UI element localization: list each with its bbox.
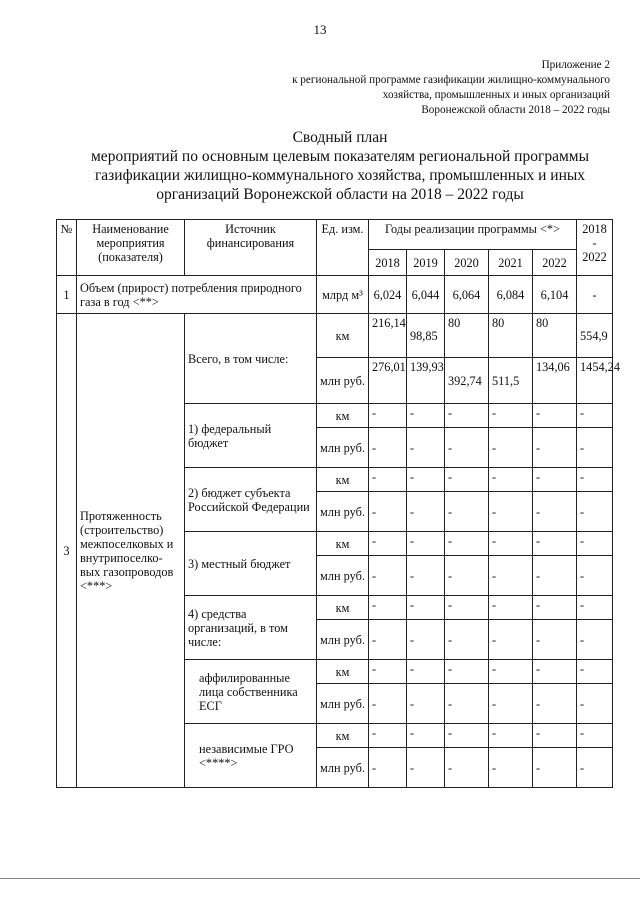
value-cell: - — [489, 660, 533, 684]
total-cell: - — [577, 748, 613, 788]
header-year: 2021 — [489, 250, 533, 276]
appendix-line: к региональной программе газификации жилищно-коммунального — [292, 74, 610, 86]
value-cell: - — [533, 620, 577, 660]
value-cell: 6,084 — [489, 276, 533, 314]
total-cell: 554,9 — [577, 314, 613, 358]
total-cell: - — [577, 596, 613, 620]
value-cell: - — [407, 684, 445, 724]
value-cell: - — [369, 596, 407, 620]
value-cell: - — [407, 620, 445, 660]
value-cell: - — [533, 532, 577, 556]
total-cell: - — [577, 620, 613, 660]
value-cell: - — [445, 532, 489, 556]
value-cell: - — [445, 724, 489, 748]
appendix-header — [292, 58, 610, 118]
value-cell: - — [489, 596, 533, 620]
row-num: 1 — [57, 276, 77, 314]
source-cell: независимые ГРО <****> — [185, 724, 317, 788]
value-cell: - — [533, 660, 577, 684]
unit-cell: км — [317, 532, 369, 556]
title-line: Сводный план — [292, 129, 388, 146]
value-cell: 98,85 — [407, 314, 445, 358]
value-cell: - — [445, 660, 489, 684]
appendix-line: Воронежской области 2018 – 2022 годы — [421, 104, 610, 116]
row-num: 3 — [57, 314, 77, 788]
value-cell: - — [407, 532, 445, 556]
value-cell: - — [533, 724, 577, 748]
value-cell: - — [369, 684, 407, 724]
value-cell: - — [445, 620, 489, 660]
value-cell: 80 — [445, 314, 489, 358]
total-cell: - — [577, 468, 613, 492]
source-cell: 2) бюджет субъекта Российской Федерации — [185, 468, 317, 532]
appendix-line: хозяйства, промышленных и иных организаций — [382, 89, 610, 101]
value-cell: - — [445, 596, 489, 620]
header-year: 2018 — [369, 250, 407, 276]
total-cell: 1454,24 — [577, 358, 613, 404]
row-name: Протяженность (строительство) межпоселковых и внутрипоселко-вых газопроводов <***> — [77, 314, 185, 788]
unit-cell: км — [317, 724, 369, 748]
value-cell: - — [533, 596, 577, 620]
total-cell: - — [577, 276, 613, 314]
value-cell: - — [369, 724, 407, 748]
total-cell: - — [577, 684, 613, 724]
unit-cell: млн руб. — [317, 684, 369, 724]
value-cell: - — [533, 556, 577, 596]
value-cell: - — [489, 468, 533, 492]
value-cell: - — [489, 724, 533, 748]
total-cell: - — [577, 532, 613, 556]
value-cell: - — [445, 684, 489, 724]
source-cell: 1) федеральный бюджет — [185, 404, 317, 468]
header-name: Наименование мероприятия (показателя) — [77, 220, 185, 276]
source-cell: Всего, в том числе: — [185, 314, 317, 404]
value-cell: 80 — [533, 314, 577, 358]
value-cell: 6,044 — [407, 276, 445, 314]
table-header-row — [57, 220, 613, 250]
header-year: 2019 — [407, 250, 445, 276]
row-name: Объем (прирост) потребления природного газа в год <**> — [77, 276, 317, 314]
value-cell: - — [369, 556, 407, 596]
total-cell: - — [577, 724, 613, 748]
value-cell: - — [407, 556, 445, 596]
header-unit: Ед. изм. — [317, 220, 369, 276]
header-year: 2022 — [533, 250, 577, 276]
unit-cell: млн руб. — [317, 358, 369, 404]
value-cell: - — [489, 556, 533, 596]
row-unit: млрд м³ — [317, 276, 369, 314]
value-cell: - — [407, 660, 445, 684]
page-bottom-rule — [0, 878, 640, 879]
unit-cell: км — [317, 468, 369, 492]
value-cell: - — [407, 404, 445, 428]
table-row — [57, 314, 613, 358]
value-cell: - — [533, 748, 577, 788]
value-cell: 80 — [489, 314, 533, 358]
value-cell: - — [445, 404, 489, 428]
appendix-line: Приложение 2 — [541, 59, 610, 71]
value-cell: 216,14 — [369, 314, 407, 358]
value-cell: - — [407, 492, 445, 532]
value-cell: - — [369, 468, 407, 492]
value-cell: - — [369, 404, 407, 428]
value-cell: - — [445, 556, 489, 596]
total-cell: - — [577, 428, 613, 468]
value-cell: - — [445, 492, 489, 532]
value-cell: - — [533, 428, 577, 468]
value-cell: 139,93 — [407, 358, 445, 404]
source-cell: аффилированные лица собственника ЕСГ — [185, 660, 317, 724]
source-cell: 4) средства организаций, в том числе: — [185, 596, 317, 660]
value-cell: 392,74 — [445, 358, 489, 404]
title-line: мероприятий по основным целевым показателям региональной программы — [91, 148, 589, 165]
value-cell: - — [533, 492, 577, 532]
value-cell: - — [407, 596, 445, 620]
value-cell: - — [369, 492, 407, 532]
header-source: Источник финансирования — [185, 220, 317, 276]
value-cell: - — [489, 620, 533, 660]
summary-plan-table — [56, 219, 620, 788]
value-cell: 6,024 — [369, 276, 407, 314]
header-num: № — [57, 220, 77, 276]
unit-cell: млн руб. — [317, 428, 369, 468]
unit-cell: км — [317, 404, 369, 428]
source-cell: 3) местный бюджет — [185, 532, 317, 596]
unit-cell: км — [317, 660, 369, 684]
header-years-group: Годы реализации программы <*> — [369, 220, 577, 250]
unit-cell: млн руб. — [317, 492, 369, 532]
total-cell: - — [577, 660, 613, 684]
value-cell: 6,104 — [533, 276, 577, 314]
value-cell: - — [533, 468, 577, 492]
unit-cell: млн руб. — [317, 620, 369, 660]
unit-cell: км — [317, 314, 369, 358]
value-cell: 276,01 — [369, 358, 407, 404]
value-cell: 511,5 — [489, 358, 533, 404]
value-cell: - — [445, 428, 489, 468]
value-cell: - — [489, 492, 533, 532]
title-line: организаций Воронежской области на 2018 – 2022 годы — [156, 186, 524, 203]
value-cell: - — [445, 468, 489, 492]
value-cell: - — [407, 748, 445, 788]
value-cell: - — [489, 684, 533, 724]
value-cell: - — [369, 428, 407, 468]
title-line: газификации жилищно-коммунального хозяйства, промышленных и иных — [94, 167, 586, 184]
total-cell: - — [577, 404, 613, 428]
header-year: 2020 — [445, 250, 489, 276]
value-cell: 6,064 — [445, 276, 489, 314]
page-number: 13 — [313, 22, 327, 37]
value-cell: - — [369, 660, 407, 684]
value-cell: - — [489, 428, 533, 468]
value-cell: - — [489, 532, 533, 556]
document-title — [40, 128, 640, 204]
value-cell: - — [369, 532, 407, 556]
value-cell: 134,06 — [533, 358, 577, 404]
value-cell: - — [407, 428, 445, 468]
value-cell: - — [533, 684, 577, 724]
table-row — [57, 276, 613, 314]
total-cell: - — [577, 556, 613, 596]
unit-cell: млн руб. — [317, 556, 369, 596]
value-cell: - — [489, 748, 533, 788]
value-cell: - — [369, 620, 407, 660]
value-cell: - — [533, 404, 577, 428]
unit-cell: млн руб. — [317, 748, 369, 788]
total-cell: - — [577, 492, 613, 532]
value-cell: - — [407, 724, 445, 748]
value-cell: - — [369, 748, 407, 788]
value-cell: - — [445, 748, 489, 788]
unit-cell: км — [317, 596, 369, 620]
value-cell: - — [489, 404, 533, 428]
value-cell: - — [407, 468, 445, 492]
header-total: 2018 - 2022 — [577, 220, 613, 276]
